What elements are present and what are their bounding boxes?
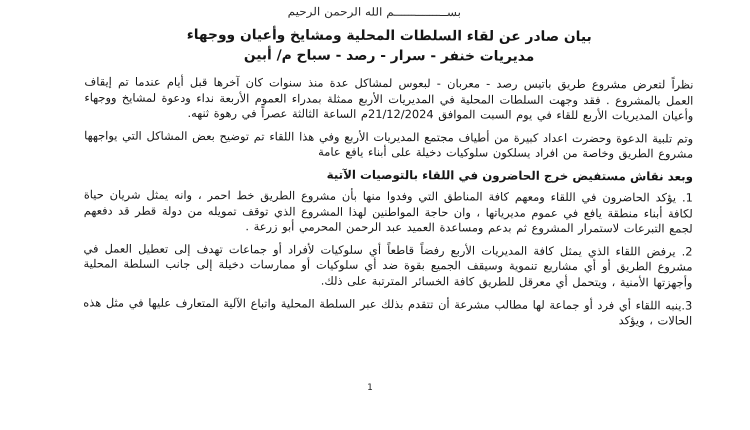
intro-paragraph-1: نظراً لتعرض مشروع طريق باتيس رصد - معربان - لبعوس لمشاكل عدة منذ سنوات كان آخرها قبل أيام عندما تم إيقاف العمل بالمشروع . فقد وجهت السلطات المحلية في المديريات الأربع ممثلة بمدراء العموم الأربعة نداء ودعوة لمشايخ ووجهاء وأعيان المديريات الأربع للقاء في يوم السبت الموافق 21/12/2024م الساعة الثالثة عصراً في رهوة ثنهه.: [84, 74, 694, 123]
recommendation-item-2: 2. يرفض اللقاء الذي يمثل كافة المديريات الأربع رفضاً قاطعاً أي سلوكيات لأفراد أو جماعات تهدف إلى تعطيل العمل في مشروع الطريق أو أي مشاريع تنموية وسيقف الجميع بقوة ضد أي سلوكيات أو ممارسات دخيلة إلى جانب السلطة المحلية وأجهزتها الأمنية ، ويتحمل أي معرقل للطريق كافة الخسائر المترتبة على ذلك.: [83, 241, 693, 290]
recommendation-item-3: 3.ينبه اللقاء أي فرد أو جماعة لها مطالب مشرعة أن تتقدم بذلك عبر السلطة المحلية واتباع الآلية المتعارف عليها في مثل هذه الحالات ، ويؤكد: [83, 294, 693, 328]
document-content: [83, 0, 694, 336]
document-title-line2: مديريات خنفر - سرار - رصد - سباح م/ أبين: [243, 47, 535, 65]
document-body: [83, 74, 693, 329]
basmala-calligraphy: بســـــــــــــــم الله الرحمن الرحيم: [287, 5, 462, 19]
page-number: 1: [367, 383, 373, 393]
recommendation-item-1: 1. يؤكد الحاضرون في اللقاء ومعهم كافة المناطق التي وفدوا منها بأن مشروع الطريق خط احمر ، وانه يمثل شريان حياة لكافة أبناء منطقة يافع في عموم مديرياتها ، وان حاجة المواطنين لهذا المشروع الذي توقف تمويله من دولة قطر قد دفعهم لجمع التبرعات لاستمرار المشروع ثم بدعم ومساعدة العميد عبد الرحمن المحرمي أبو زرعة .: [83, 187, 693, 236]
intro-paragraph-2: وتم تلبية الدعوة وحضرت اعداد كبيرة من أطياف مجتمع المديريات الأربع وفي هذا اللقاء تم توضيح بعض المشاكل التي يواجهها مشروع الطريق وخاصة من افراد يسلكون سلوكيات دخيلة على أبناء يافع عامة: [84, 128, 694, 161]
recommendations-heading: وبعد نقاش مستفيض خرج الحاضرون في اللقاء بالتوصيات الآتية: [326, 167, 693, 184]
document-title-line1: بيان صادر عن لقاء السلطات المحلية ومشايخ وأعيان ووجهاء: [186, 26, 592, 46]
